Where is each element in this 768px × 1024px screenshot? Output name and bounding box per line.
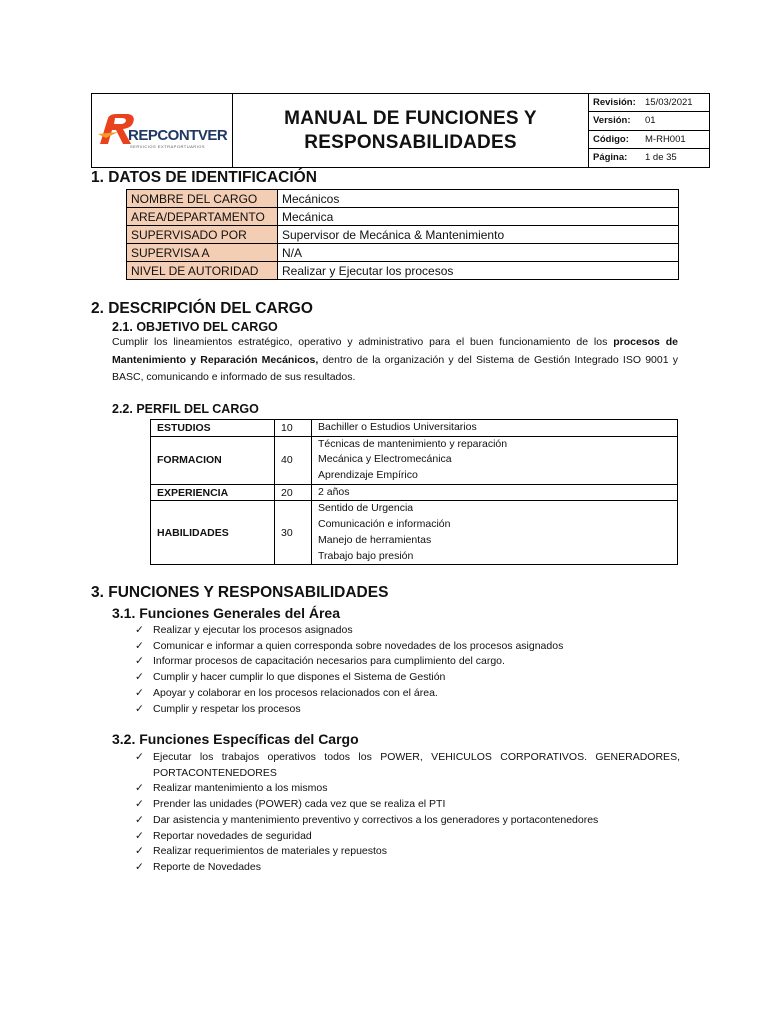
list-item-text: Realizar requerimientos de materiales y repuestos <box>153 845 388 858</box>
check-icon: ✓ <box>135 813 144 826</box>
objective-text-1: Cumplir los lineamientos estratégico, operativo y administrativo para el buen funcionamiento de los <box>112 336 614 348</box>
list-item <box>135 654 680 670</box>
table-row <box>151 420 678 437</box>
profile-table <box>150 419 678 565</box>
objective-bold-text: procesos de Mantenimiento y Reparación Mecánicos, <box>112 336 678 366</box>
meta-value: M-RH001 <box>645 133 686 145</box>
profile-line: Sentido de Urgencia <box>318 502 414 515</box>
meta-row <box>589 149 710 167</box>
row-key: AREA/DEPARTAMENTO <box>127 208 278 226</box>
check-icon: ✓ <box>135 702 144 715</box>
check-icon: ✓ <box>135 671 144 684</box>
check-icon: ✓ <box>135 639 144 652</box>
row-value: Supervisor de Mecánica & Mantenimiento <box>278 226 679 244</box>
list-item-text: Prender las unidades (POWER) cada vez que se realiza el PTI <box>153 798 446 811</box>
check-icon: ✓ <box>135 845 144 858</box>
meta-value: 1 de 35 <box>645 152 677 164</box>
title-line-2: RESPONSABILIDADES <box>304 131 517 153</box>
list-item-text: Informar procesos de capacitación necesarios para cumplimiento del cargo. <box>153 655 505 668</box>
profile-line: 2 años <box>318 485 350 498</box>
profile-score: 20 <box>275 484 312 501</box>
profile-line: Comunicación e información <box>318 518 451 531</box>
profile-key: FORMACION <box>151 436 275 484</box>
profile-score: 10 <box>275 420 312 437</box>
list-item <box>135 670 680 686</box>
list-item <box>135 844 680 860</box>
meta-row <box>589 112 710 130</box>
list-item-text: Realizar y ejecutar los procesos asignados <box>153 624 353 636</box>
section-2-title: 2. DESCRIPCIÓN DEL CARGO <box>91 300 313 317</box>
profile-line: Trabajo bajo presión <box>318 549 414 562</box>
row-key: NOMBRE DEL CARGO <box>127 190 278 208</box>
profile-lines <box>312 420 678 437</box>
document-header <box>91 93 710 168</box>
document-meta <box>588 94 710 167</box>
list-item-text: Reportar novedades de seguridad <box>153 829 312 842</box>
profile-score: 30 <box>275 501 312 565</box>
profile-line: Mecánica y Electromecánica <box>318 453 452 466</box>
profile-line: Manejo de herramientas <box>318 533 432 546</box>
row-key: SUPERVISA A <box>127 244 278 262</box>
profile-lines <box>312 436 678 484</box>
title-line-1: MANUAL DE FUNCIONES Y <box>284 107 537 129</box>
general-functions-list <box>135 623 680 717</box>
list-item <box>135 781 680 797</box>
specific-functions-list <box>135 750 680 876</box>
profile-line: Técnicas de mantenimiento y reparación <box>318 437 508 450</box>
check-icon: ✓ <box>135 686 144 699</box>
list-item-text: Cumplir y respetar los procesos <box>153 702 301 715</box>
meta-value: 15/03/2021 <box>645 97 693 109</box>
specific-functions-title: 3.2. Funciones Específicas del Cargo <box>112 731 359 747</box>
list-item <box>135 860 680 876</box>
row-value: Mecánica <box>278 208 679 226</box>
list-item-text: Dar asistencia y mantenimiento preventivo y correctivos a los generadores y portacontenedores <box>153 813 599 826</box>
table-row <box>127 190 679 208</box>
list-item <box>135 702 680 718</box>
row-value: Mecánicos <box>278 190 679 208</box>
list-item-text: Realizar mantenimiento a los mismos <box>153 782 328 795</box>
section-3-title: 3. FUNCIONES Y RESPONSABILIDADES <box>91 584 389 601</box>
logo-subtext: SERVICIOS EXTRAPORTUARIOS <box>130 144 206 149</box>
list-item <box>135 797 680 813</box>
list-item-text: Cumplir y hacer cumplir lo que dispones el Sistema de Gestión <box>153 671 446 684</box>
check-icon: ✓ <box>135 860 144 873</box>
profile-lines <box>312 484 678 501</box>
profile-key: ESTUDIOS <box>151 420 275 437</box>
list-item <box>135 813 680 829</box>
check-icon: ✓ <box>135 782 144 795</box>
list-item-text: Comunicar e informar a quien corresponda sobre novedades de los procesos asignados <box>153 639 564 652</box>
meta-key: Página: <box>593 152 628 164</box>
meta-key: Código: <box>593 133 629 145</box>
row-key: SUPERVISADO POR <box>127 226 278 244</box>
meta-row <box>589 94 710 112</box>
list-item-text: Reporte de Novedades <box>153 860 261 873</box>
meta-key: Revisión: <box>593 97 636 109</box>
check-icon: ✓ <box>135 751 144 763</box>
row-key: NIVEL DE AUTORIDAD <box>127 262 278 280</box>
check-icon: ✓ <box>135 829 144 842</box>
profile-score: 40 <box>275 436 312 484</box>
objective-paragraph <box>112 334 678 387</box>
section-1-title: 1. DATOS DE IDENTIFICACIÓN <box>91 169 317 186</box>
check-icon: ✓ <box>135 655 144 668</box>
table-row <box>151 501 678 565</box>
document-title <box>233 94 588 167</box>
objective-title: 2.1. OBJETIVO DEL CARGO <box>112 320 278 334</box>
table-row <box>151 484 678 501</box>
table-row <box>127 208 679 226</box>
table-row <box>127 226 679 244</box>
profile-key: EXPERIENCIA <box>151 484 275 501</box>
company-logo <box>92 94 233 167</box>
objective-text-2: dentro de la organización y del Sistema de Gestión Integrado ISO 9001 y BASC, comunicando e informado de sus resultados. <box>112 353 678 383</box>
profile-lines <box>312 501 678 565</box>
row-value: N/A <box>278 244 679 262</box>
table-row <box>127 262 679 280</box>
meta-value: 01 <box>645 115 656 127</box>
check-icon: ✓ <box>135 624 144 636</box>
list-item-text: Ejecutar los trabajos operativos todos los POWER, VEHICULOS CORPORATIVOS. GENERADORES, PORTACONTENEDORES <box>153 751 680 779</box>
list-item <box>135 639 680 655</box>
list-item <box>135 686 680 702</box>
check-icon: ✓ <box>135 798 144 811</box>
profile-line: Bachiller o Estudios Universitarios <box>318 421 477 433</box>
logo-text: REPCONTVER <box>128 127 228 144</box>
general-functions-title: 3.1. Funciones Generales del Área <box>112 605 340 621</box>
list-item <box>135 623 680 639</box>
list-item-text: Apoyar y colaborar en los procesos relacionados con el área. <box>153 686 438 699</box>
profile-title: 2.2. PERFIL DEL CARGO <box>112 402 259 416</box>
profile-key: HABILIDADES <box>151 501 275 565</box>
list-item <box>135 829 680 845</box>
meta-key: Versión: <box>593 115 631 127</box>
profile-line: Aprendizaje Empírico <box>318 469 418 482</box>
list-item <box>135 750 680 781</box>
row-value: Realizar y Ejecutar los procesos <box>278 262 679 280</box>
table-row <box>127 244 679 262</box>
table-row <box>151 436 678 484</box>
identification-table <box>126 189 679 280</box>
meta-row <box>589 131 710 149</box>
